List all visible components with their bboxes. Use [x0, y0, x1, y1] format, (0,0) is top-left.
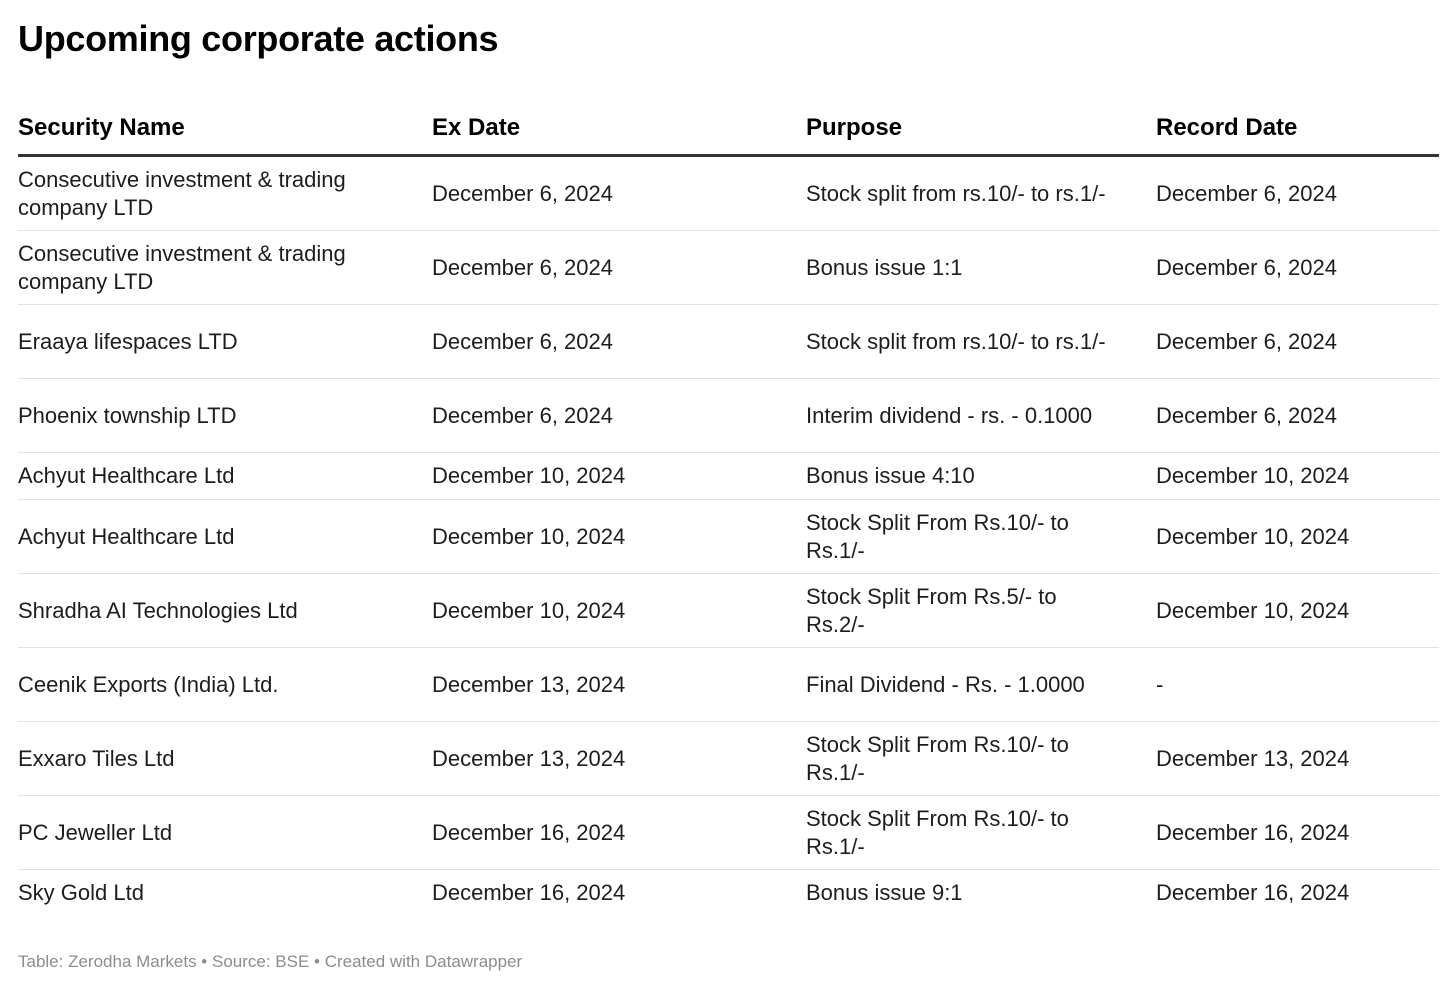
table-row [18, 156, 1439, 231]
ex-date: December 6, 2024 [432, 180, 613, 206]
security-name-cell [18, 648, 432, 722]
table-row [18, 500, 1439, 574]
record-date: December 10, 2024 [1156, 597, 1350, 623]
security-name: PC Jeweller Ltd [18, 819, 173, 845]
purpose: Stock Split From Rs.5/- to Rs.2/- [806, 583, 1057, 637]
security-name-cell [18, 231, 432, 305]
ex-date-cell [432, 379, 806, 453]
table-row [18, 722, 1439, 796]
ex-date-cell [432, 870, 806, 917]
column-header-record-date[interactable]: Record Date [1156, 102, 1439, 156]
source-footer: Table: Zerodha Markets • Source: BSE • Created with Datawrapper [18, 952, 523, 971]
record-date-cell [1156, 379, 1439, 453]
purpose-cell [806, 305, 1156, 379]
record-date: December 6, 2024 [1156, 180, 1337, 206]
purpose-cell [806, 648, 1156, 722]
purpose-cell [806, 379, 1156, 453]
purpose: Stock split from rs.10/- to rs.1/- [806, 328, 1106, 354]
ex-date-cell [432, 796, 806, 870]
ex-date-cell [432, 574, 806, 648]
ex-date-cell [432, 231, 806, 305]
ex-date-cell [432, 305, 806, 379]
record-date: December 10, 2024 [1156, 463, 1350, 488]
ex-date: December 16, 2024 [432, 819, 626, 845]
column-header-security-name[interactable]: Security Name [18, 102, 432, 156]
security-name-cell [18, 722, 432, 796]
ex-date-cell [432, 648, 806, 722]
record-date-cell [1156, 231, 1439, 305]
ex-date: December 10, 2024 [432, 597, 626, 623]
security-name-cell [18, 305, 432, 379]
ex-date: December 10, 2024 [432, 463, 626, 488]
purpose: Bonus issue 4:10 [806, 463, 975, 488]
record-date-cell [1156, 500, 1439, 574]
record-date: December 13, 2024 [1156, 745, 1350, 771]
record-date: December 6, 2024 [1156, 402, 1337, 428]
table-row [18, 305, 1439, 379]
table-row [18, 231, 1439, 305]
record-date: December 16, 2024 [1156, 880, 1350, 905]
record-date-cell [1156, 870, 1439, 917]
security-name-cell [18, 156, 432, 231]
purpose: Interim dividend - rs. - 0.1000 [806, 402, 1093, 428]
record-date: December 16, 2024 [1156, 819, 1350, 845]
ex-date: December 6, 2024 [432, 254, 613, 280]
purpose: Bonus issue 9:1 [806, 880, 963, 905]
security-name: Phoenix township LTD [18, 402, 237, 428]
security-name: Shradha AI Technologies Ltd [18, 597, 298, 623]
security-name: Sky Gold Ltd [18, 880, 144, 905]
security-name-cell [18, 500, 432, 574]
record-date-cell [1156, 305, 1439, 379]
ex-date: December 13, 2024 [432, 671, 626, 697]
purpose-cell [806, 231, 1156, 305]
record-date-cell [1156, 574, 1439, 648]
record-date: December 6, 2024 [1156, 254, 1337, 280]
purpose: Stock Split From Rs.10/- to Rs.1/- [806, 731, 1069, 785]
table-header-row [18, 102, 1439, 156]
security-name-cell [18, 379, 432, 453]
security-name: Eraaya lifespaces LTD [18, 328, 238, 354]
security-name: Consecutive investment & trading company LTD [18, 240, 346, 294]
ex-date: December 6, 2024 [432, 328, 613, 354]
table-row [18, 796, 1439, 870]
ex-date: December 6, 2024 [432, 402, 613, 428]
ex-date-cell [432, 500, 806, 574]
purpose: Stock Split From Rs.10/- to Rs.1/- [806, 509, 1069, 563]
purpose-cell [806, 870, 1156, 917]
record-date-cell [1156, 648, 1439, 722]
purpose-cell [806, 453, 1156, 500]
purpose: Stock Split From Rs.10/- to Rs.1/- [806, 805, 1069, 859]
purpose-cell [806, 574, 1156, 648]
security-name-cell [18, 796, 432, 870]
ex-date-cell [432, 722, 806, 796]
table-row [18, 870, 1439, 917]
purpose: Stock split from rs.10/- to rs.1/- [806, 180, 1106, 206]
security-name-cell [18, 574, 432, 648]
security-name: Achyut Healthcare Ltd [18, 523, 235, 549]
record-date-cell [1156, 722, 1439, 796]
record-date: December 6, 2024 [1156, 328, 1337, 354]
table-row [18, 574, 1439, 648]
table-row [18, 648, 1439, 722]
record-date-cell [1156, 796, 1439, 870]
table-row [18, 379, 1439, 453]
ex-date-cell [432, 453, 806, 500]
page-title: Upcoming corporate actions [18, 18, 499, 59]
record-date: December 10, 2024 [1156, 523, 1350, 549]
column-header-ex-date[interactable]: Ex Date [432, 102, 806, 156]
security-name-cell [18, 870, 432, 917]
column-header-purpose[interactable]: Purpose [806, 102, 1156, 156]
corporate-actions-table [18, 102, 1439, 916]
record-date-cell [1156, 156, 1439, 231]
security-name-cell [18, 453, 432, 500]
purpose-cell [806, 500, 1156, 574]
record-date-cell [1156, 453, 1439, 500]
ex-date: December 16, 2024 [432, 880, 626, 905]
purpose-cell [806, 156, 1156, 231]
security-name: Ceenik Exports (India) Ltd. [18, 671, 279, 697]
security-name: Consecutive investment & trading company LTD [18, 166, 346, 220]
ex-date-cell [432, 156, 806, 231]
security-name: Achyut Healthcare Ltd [18, 463, 235, 488]
security-name: Exxaro Tiles Ltd [18, 745, 175, 771]
purpose-cell [806, 722, 1156, 796]
record-date: - [1156, 671, 1164, 697]
purpose: Bonus issue 1:1 [806, 254, 963, 280]
ex-date: December 10, 2024 [432, 523, 626, 549]
purpose-cell [806, 796, 1156, 870]
purpose: Final Dividend - Rs. - 1.0000 [806, 671, 1085, 697]
table-row [18, 453, 1439, 500]
ex-date: December 13, 2024 [432, 745, 626, 771]
